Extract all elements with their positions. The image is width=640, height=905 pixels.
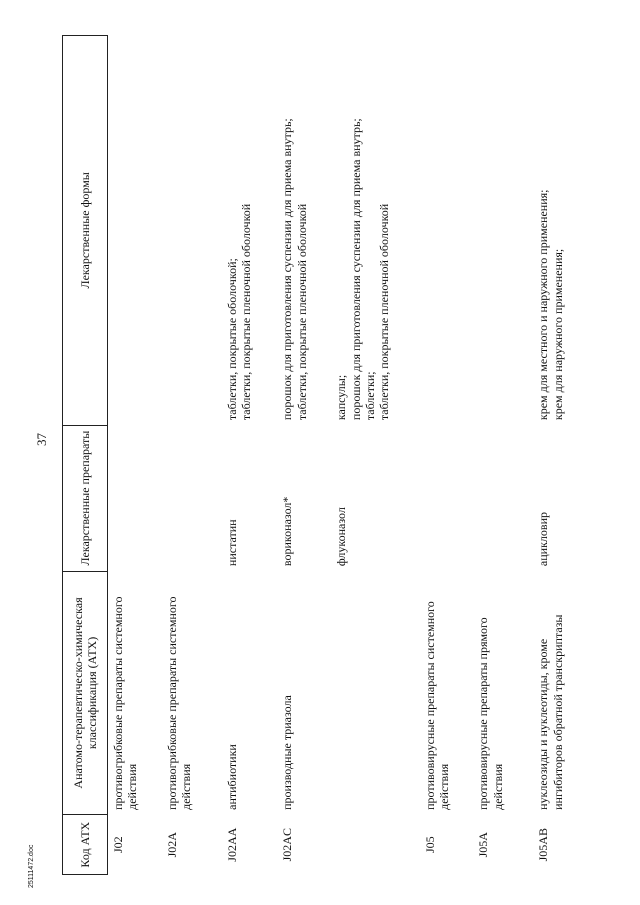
table-row	[162, 36, 222, 875]
cell-forms	[222, 36, 278, 426]
table-row	[473, 36, 533, 875]
dosage-form-item: таблетки, покрытые пленочной оболочкой	[377, 203, 392, 421]
cell-drug: вориконазол*	[280, 496, 295, 567]
dosage-form-item: порошок для приготовления суспензии для приема внутрь;	[348, 118, 363, 421]
dosage-form-item: капсулы;	[334, 374, 349, 421]
cell-class: противовирусные препараты прямого действия	[476, 617, 505, 810]
table-row	[277, 36, 331, 875]
table-row	[108, 36, 162, 875]
cell-drug: флуконазол	[334, 507, 349, 567]
cell-class	[331, 571, 420, 815]
table-body	[108, 36, 566, 875]
cell-class: производные триазола	[280, 695, 295, 810]
cell-drug	[420, 425, 474, 571]
dosage-form-item: таблетки, покрытые пленочной оболочкой	[294, 203, 309, 421]
cell-drug: ацикловир	[536, 512, 551, 567]
drug-table	[62, 35, 565, 875]
table-row	[331, 36, 420, 875]
cell-class: нуклеозиды и нуклеотиды, кроме ингибиторов обратной транскриптазы	[536, 614, 565, 810]
footer-filename: 25111472.doc	[28, 844, 35, 888]
cell-drug	[108, 425, 162, 571]
cell-forms	[277, 36, 331, 426]
page-number: 37	[34, 433, 49, 446]
cell-code: J05	[422, 836, 437, 854]
cell-class: антибиотики	[224, 744, 239, 810]
dosage-form-item: таблетки, покрытые пленочной оболочкой	[238, 203, 253, 421]
cell-code: J05A	[476, 832, 491, 858]
cell-class: противовирусные препараты системного действия	[422, 601, 452, 810]
cell-code: J05AB	[536, 828, 551, 862]
dosage-form-item: порошок для приготовления суспензии для приема внутрь;	[280, 118, 295, 421]
header-drugs: Лекарственные препараты	[63, 425, 108, 571]
cell-drug	[162, 425, 222, 571]
dosage-form-item: таблетки, покрытые оболочкой;	[224, 258, 239, 421]
cell-forms	[108, 36, 162, 426]
table-row	[533, 36, 565, 875]
rotated-table-sheet	[62, 35, 600, 875]
table-row	[222, 36, 278, 875]
cell-code: J02AC	[280, 828, 295, 862]
cell-forms	[331, 36, 420, 426]
cell-class: противогрибковые препараты системного действия	[111, 596, 140, 810]
cell-drug	[473, 425, 533, 571]
dosage-form-item: крем для местного и наружного применения;	[536, 189, 551, 421]
cell-forms	[420, 36, 474, 426]
table-row	[420, 36, 474, 875]
cell-forms	[473, 36, 533, 426]
cell-class: противогрибковые препараты системного действия	[164, 596, 194, 810]
header-code: Код АТХ	[63, 815, 108, 875]
header-forms: Лекарственные формы	[63, 36, 108, 426]
dosage-form-item: крем для наружного применения;	[550, 248, 565, 421]
cell-code: J02	[111, 836, 125, 854]
cell-code: J02A	[164, 832, 179, 858]
dosage-form-item: таблетки;	[362, 371, 377, 421]
cell-drug: нистатин	[224, 519, 239, 567]
cell-forms	[162, 36, 222, 426]
cell-code	[331, 815, 420, 875]
table-header-row	[63, 36, 108, 875]
header-class: Анатомо-терапевтическо-химическая классификация (АТХ)	[63, 571, 108, 815]
cell-code: J02AA	[224, 827, 239, 862]
cell-forms	[533, 36, 565, 426]
